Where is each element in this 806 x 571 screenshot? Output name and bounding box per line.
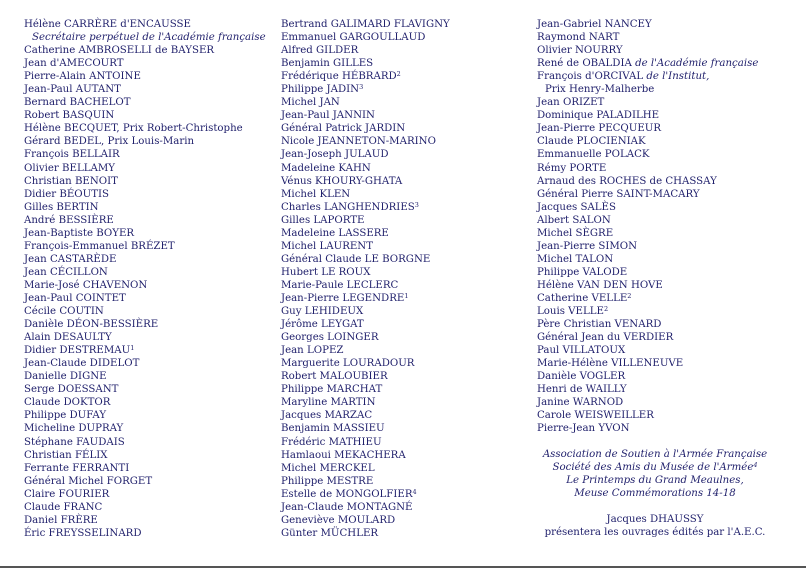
line-text: Charles LANGHENDRIES <box>281 201 415 213</box>
line-text: Philippe VALODE <box>537 266 628 278</box>
author-line <box>24 396 266 409</box>
line-text: Stéphane FAUDAIS <box>24 436 125 448</box>
author-line <box>281 70 450 83</box>
author-line <box>537 214 758 227</box>
line-text: Pierre-Alain ANTOINE <box>24 71 141 83</box>
author-line <box>281 422 450 435</box>
signoff-name: Jacques DHAUSSY <box>606 514 704 525</box>
line-text: Catherine VELLE <box>537 292 628 304</box>
author-line <box>537 57 758 70</box>
line-text: Henri de WAILLY <box>537 384 627 396</box>
line-text: Carole WEISWEILLER <box>537 410 654 422</box>
line-text: Jean-Claude DIDELOT <box>24 358 140 370</box>
line-text: François-Emmanuel BRÉZET <box>24 240 175 252</box>
line-text: Jean-Baptiste BOYER <box>24 227 135 239</box>
author-line <box>537 18 758 31</box>
author-line <box>537 409 758 422</box>
footnote-marker: 2 <box>627 291 632 300</box>
line-text: Günter MÜCHLER <box>281 527 379 539</box>
author-line <box>24 527 266 540</box>
author-line <box>537 383 758 396</box>
author-line <box>281 83 450 96</box>
author-line <box>537 148 758 161</box>
line-text: Benjamin MASSIEU <box>281 423 385 435</box>
author-line <box>24 357 266 370</box>
author-line <box>537 422 758 435</box>
line-text: Bernard BACHELOT <box>24 97 131 109</box>
author-line <box>537 109 758 122</box>
line-text: Société des Amis du Musée de l'Armée <box>552 462 754 474</box>
author-line <box>281 488 450 501</box>
author-line <box>281 527 450 540</box>
author-line <box>24 175 266 188</box>
author-line <box>281 201 450 214</box>
author-line <box>537 96 758 109</box>
line-text: François d'ORCIVAL <box>537 71 644 83</box>
author-line <box>24 292 266 305</box>
author-line <box>281 31 450 44</box>
author-line <box>24 135 266 148</box>
author-line <box>537 162 758 175</box>
author-line <box>281 175 450 188</box>
line-text: Hélène CARRÈRE d'ENCAUSSE <box>24 19 191 30</box>
association-line <box>530 448 780 461</box>
author-line <box>24 344 266 357</box>
line-text: Christian FÉLIX <box>24 449 108 461</box>
author-line <box>24 449 266 462</box>
author-line <box>281 305 450 318</box>
author-line <box>281 344 450 357</box>
line-text: François BELLAIR <box>24 149 120 161</box>
author-line <box>537 292 758 305</box>
signoff-block <box>530 513 780 539</box>
line-text: Jean LOPEZ <box>281 345 344 357</box>
line-text: Hubert LE ROUX <box>281 266 371 278</box>
authors-column-1 <box>24 18 266 540</box>
author-line <box>281 148 450 161</box>
associations-block <box>530 448 780 500</box>
author-line <box>281 475 450 488</box>
line-text: Jean-Paul AUTANT <box>24 84 121 96</box>
author-line <box>24 122 266 135</box>
author-line <box>281 436 450 449</box>
line-text: Maryline MARTIN <box>281 397 376 409</box>
footnote-marker: 1 <box>130 344 135 353</box>
author-line <box>281 57 450 70</box>
authors-column-2 <box>281 18 450 540</box>
author-line <box>281 318 450 331</box>
line-text: Jean-Pierre PECQUEUR <box>537 123 662 135</box>
line-text: Alain DESAULTY <box>24 332 112 344</box>
line-text: Jean-Paul JANNIN <box>281 110 375 122</box>
author-line <box>537 122 758 135</box>
author-line <box>24 436 266 449</box>
line-text: Rémy PORTE <box>537 162 607 174</box>
line-text: Geneviève MOULARD <box>281 514 396 526</box>
line-text: Olivier BELLAMY <box>24 162 115 174</box>
line-text: Jean-Pierre SIMON <box>537 240 638 252</box>
line-text: Jean-Claude MONTAGNÉ <box>281 501 413 513</box>
author-line <box>24 44 266 57</box>
line-text: Pierre-Jean YVON <box>537 423 630 435</box>
author-line <box>24 279 266 292</box>
author-line <box>24 331 266 344</box>
author-line <box>537 331 758 344</box>
line-text: Bertrand GALIMARD FLAVIGNY <box>281 19 450 30</box>
line-text: René de OBALDIA <box>537 58 632 70</box>
line-text: Association de Soutien à l'Armée Française <box>542 449 768 460</box>
author-line <box>281 227 450 240</box>
line-text: Robert MALOUBIER <box>281 371 388 383</box>
line-text: Albert SALON <box>537 214 611 226</box>
author-line <box>24 253 266 266</box>
line-text: Michel TALON <box>537 253 614 265</box>
line-text: Madeleine LASSERE <box>281 227 389 239</box>
author-line <box>537 31 758 44</box>
author-line <box>537 227 758 240</box>
line-text: Philippe MARCHAT <box>281 384 383 396</box>
line-text: Raymond NART <box>537 32 620 44</box>
author-line <box>537 305 758 318</box>
author-line <box>281 122 450 135</box>
author-line <box>281 501 450 514</box>
author-line <box>537 135 758 148</box>
line-text: Général Patrick JARDIN <box>281 123 406 135</box>
line-text: Le Printemps du Grand Meaulnes, <box>566 475 744 487</box>
line-text: Gérard BEDEL, Prix Louis-Marin <box>24 136 195 148</box>
line-text: Olivier NOURRY <box>537 45 623 57</box>
author-line <box>281 135 450 148</box>
author-line <box>281 109 450 122</box>
line-text: Emmanuel GARGOULLAUD <box>281 32 426 44</box>
line-text: Danièle VOGLER <box>537 371 626 383</box>
line-text: Philippe MESTRE <box>281 475 374 487</box>
author-line <box>24 422 266 435</box>
author-line <box>281 449 450 462</box>
author-line <box>24 305 266 318</box>
line-text: Catherine AMBROSELLI de BAYSER <box>24 45 215 57</box>
author-line <box>537 370 758 383</box>
author-line <box>24 18 266 31</box>
line-text: Claire FOURIER <box>24 488 110 500</box>
line-text: Danièle DÉON-BESSIÈRE <box>24 319 159 331</box>
author-line <box>537 344 758 357</box>
line-text: Alfred GILDER <box>281 45 359 57</box>
line-text: Benjamin GILLES <box>281 58 374 70</box>
author-line <box>24 201 266 214</box>
line-text: Claude PLOCIENIAK <box>537 136 646 148</box>
association-line <box>530 461 780 474</box>
line-text: Philippe JADIN <box>281 84 360 96</box>
line-text: Madeleine KAHN <box>281 162 371 174</box>
association-line <box>530 474 780 487</box>
line-text: Louis VELLE <box>537 306 604 318</box>
line-text: Danielle DIGNE <box>24 371 107 383</box>
line-text: Hélène VAN DEN HOVE <box>537 279 663 291</box>
author-line <box>281 214 450 227</box>
author-line <box>24 488 266 501</box>
line-text: Michel MERCKEL <box>281 462 375 474</box>
author-line <box>281 383 450 396</box>
line-text: Georges LOINGER <box>281 332 379 344</box>
line-text: Michel SÈGRE <box>537 227 614 239</box>
author-line <box>24 188 266 201</box>
association-line <box>530 487 780 500</box>
line-text: Général Claude LE BORGNE <box>281 253 431 265</box>
author-line <box>24 409 266 422</box>
author-line <box>281 514 450 527</box>
line-text: Secrétaire perpétuel de l'Académie française <box>32 32 266 44</box>
line-text: Frédérique HÉBRARD <box>281 71 397 83</box>
line-text: Jean-Joseph JULAUD <box>281 149 389 161</box>
author-line <box>537 240 758 253</box>
line-text: Estelle de MONGOLFIER <box>281 488 413 500</box>
line-text: Jean CASTARÈDE <box>24 253 117 265</box>
author-line <box>537 175 758 188</box>
author-line <box>24 462 266 475</box>
footnote-marker: 1 <box>404 291 409 300</box>
author-line <box>24 266 266 279</box>
author-line <box>537 318 758 331</box>
line-text: Prix Henry-Malherbe <box>545 84 655 96</box>
author-line <box>24 475 266 488</box>
line-affiliation: de l'Institut, <box>643 71 710 83</box>
line-text: André BESSIÈRE <box>24 214 114 226</box>
author-line <box>24 148 266 161</box>
line-text: Michel JAN <box>281 97 340 109</box>
line-text: Jean-Paul COINTET <box>24 292 126 304</box>
footnote-marker: 3 <box>414 200 419 209</box>
footnote-marker: 3 <box>359 83 364 92</box>
author-line <box>24 70 266 83</box>
author-line <box>24 501 266 514</box>
footnote-marker: 4 <box>412 487 417 496</box>
line-text: Michel LAURENT <box>281 240 374 252</box>
footnote-marker: 2 <box>396 70 401 79</box>
author-line <box>281 292 450 305</box>
author-line <box>24 83 266 96</box>
line-text: Janine WARNOD <box>537 397 624 409</box>
author-line <box>24 318 266 331</box>
author-line <box>24 162 266 175</box>
author-line <box>537 201 758 214</box>
footnote-marker: 2 <box>603 305 609 314</box>
line-text: Ferrante FERRANTI <box>24 462 130 474</box>
authors-column-3 <box>537 18 758 436</box>
author-line <box>281 44 450 57</box>
author-line <box>281 162 450 175</box>
author-line <box>537 266 758 279</box>
author-line <box>281 266 450 279</box>
line-text: Meuse Commémorations 14-18 <box>574 488 736 500</box>
author-line <box>281 188 450 201</box>
author-line <box>281 279 450 292</box>
signoff-note: présentera les ouvrages édités par l'A.E.C. <box>544 527 766 539</box>
line-text: Gilles LAPORTE <box>281 214 365 226</box>
line-text: Micheline DUPRAY <box>24 423 124 435</box>
line-text: Père Christian VENARD <box>537 319 662 331</box>
line-text: Dominique PALADILHE <box>537 110 660 122</box>
author-line <box>281 409 450 422</box>
author-line <box>537 83 758 96</box>
author-line <box>24 227 266 240</box>
line-text: Arnaud des ROCHES de CHASSAY <box>537 175 717 187</box>
line-affiliation: de l'Académie française <box>631 58 759 70</box>
line-text: Didier DESTREMAU <box>24 345 131 357</box>
line-text: Robert BASQUIN <box>24 110 115 122</box>
line-text: Claude DOKTOR <box>24 397 111 409</box>
line-text: Hamlaoui MEKACHERA <box>281 449 406 461</box>
line-text: Jean-Pierre LEGENDRE <box>281 292 405 304</box>
author-line <box>537 396 758 409</box>
author-line <box>24 31 266 44</box>
author-line <box>281 96 450 109</box>
line-text: Général Pierre SAINT-MACARY <box>537 188 700 200</box>
line-text: Jérôme LEYGAT <box>281 319 364 331</box>
line-text: Paul VILLATOUX <box>537 345 626 357</box>
line-text: Serge DOESSANT <box>24 384 119 396</box>
author-line <box>537 357 758 370</box>
author-line <box>537 279 758 292</box>
line-text: Emmanuelle POLACK <box>537 149 650 161</box>
line-text: Marie-José CHAVENON <box>24 279 148 291</box>
line-text: Marie-Hélène VILLENEUVE <box>537 358 684 370</box>
line-text: Cécile COUTIN <box>24 306 104 318</box>
line-text: Jacques MARZAC <box>281 410 373 422</box>
author-line <box>537 253 758 266</box>
line-text: Général Jean du VERDIER <box>537 332 674 344</box>
author-line <box>24 57 266 70</box>
author-line <box>537 70 758 83</box>
line-text: Daniel FRÈRE <box>24 514 98 526</box>
line-text: Jean-Gabriel NANCEY <box>537 19 652 30</box>
line-text: Didier BÉOUTIS <box>24 188 110 200</box>
author-line <box>24 240 266 253</box>
footnote-marker: 4 <box>753 461 758 470</box>
line-text: Christian BENOIT <box>24 175 118 187</box>
author-line <box>24 96 266 109</box>
line-text: Philippe DUFAY <box>24 410 107 422</box>
author-line <box>24 514 266 527</box>
line-text: Michel KLEN <box>281 188 351 200</box>
author-line <box>281 253 450 266</box>
author-line <box>537 44 758 57</box>
author-line <box>24 383 266 396</box>
author-line <box>24 370 266 383</box>
author-line <box>281 240 450 253</box>
author-line <box>281 396 450 409</box>
line-text: Marguerite LOURADOUR <box>281 358 415 370</box>
author-line <box>537 188 758 201</box>
line-text: Général Michel FORGET <box>24 475 153 487</box>
author-line <box>281 370 450 383</box>
line-text: Hélène BECQUET, Prix Robert-Christophe <box>24 123 243 135</box>
line-text: Gilles BERTIN <box>24 201 99 213</box>
author-line <box>281 462 450 475</box>
line-text: Claude FRANC <box>24 501 103 513</box>
line-text: Jean ORIZET <box>537 97 605 109</box>
line-text: Vénus KHOURY-GHATA <box>281 175 403 187</box>
line-text: Éric FREYSSELINARD <box>24 527 142 539</box>
line-text: Marie-Paule LECLERC <box>281 279 399 291</box>
author-line <box>281 357 450 370</box>
line-text: Guy LEHIDEUX <box>281 306 364 318</box>
line-text: Jacques SALÈS <box>537 201 616 213</box>
author-line <box>281 18 450 31</box>
line-text: Frédéric MATHIEU <box>281 436 382 448</box>
author-line <box>281 331 450 344</box>
bottom-rule <box>0 566 806 568</box>
line-text: Jean d'AMECOURT <box>24 58 124 70</box>
line-text: Nicole JEANNETON-MARINO <box>281 136 436 148</box>
line-text: Jean CÉCILLON <box>24 266 108 278</box>
author-line <box>24 214 266 227</box>
author-line <box>24 109 266 122</box>
